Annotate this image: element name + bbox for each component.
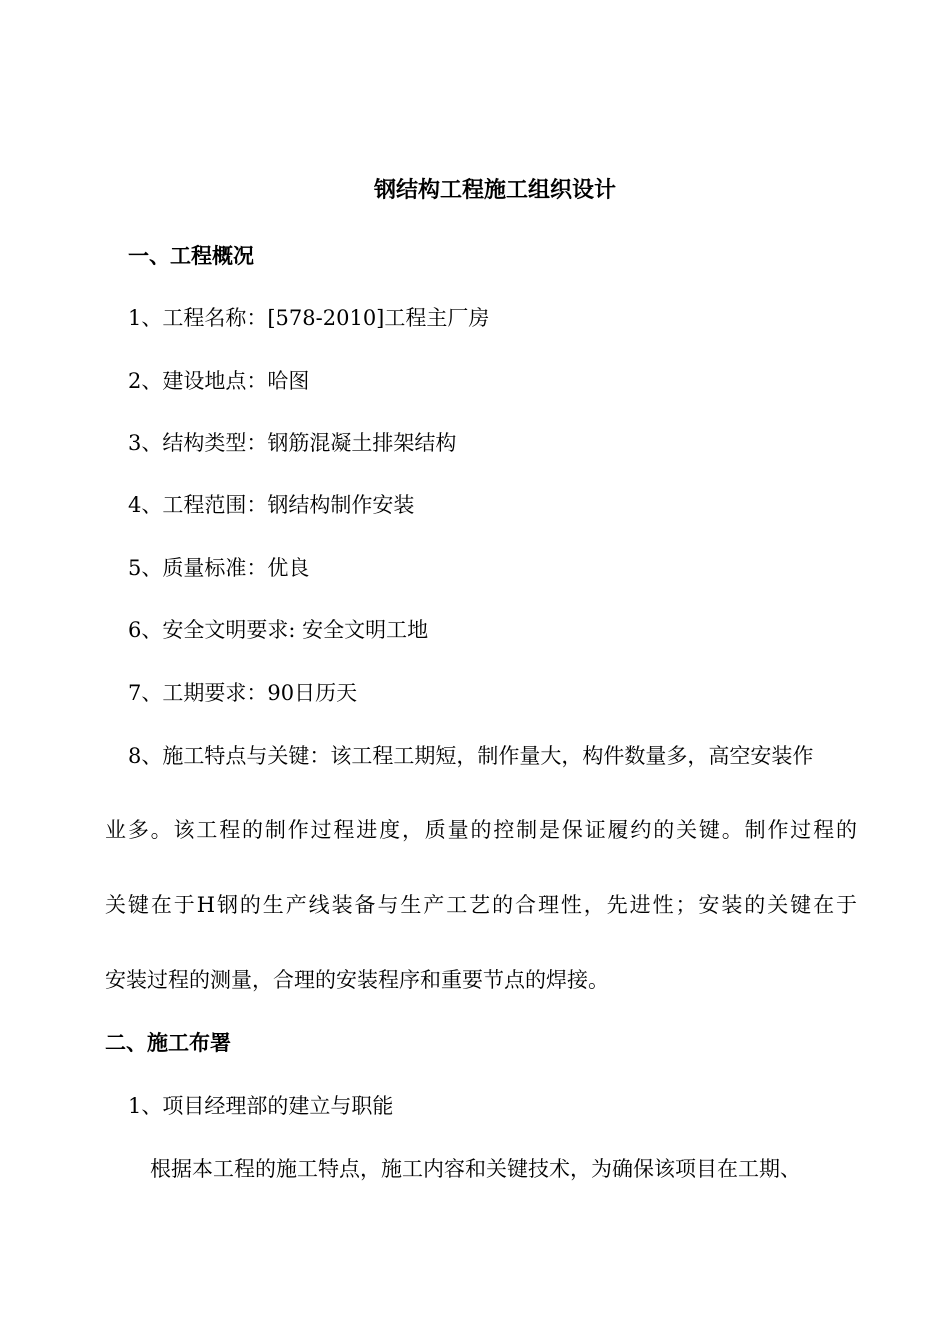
list-item: 7、工期要求：90日历天 <box>128 681 358 705</box>
paragraph-line: 业多。该工程的制作过程进度，质量的控制是保证履约的关键。制作过程的 <box>105 818 857 842</box>
list-item: 6、安全文明要求: 安全文明工地 <box>128 618 429 642</box>
section-heading-overview: 一、工程概况 <box>128 244 254 268</box>
list-item: 2、建设地点：哈图 <box>128 369 310 393</box>
list-item: 5、质量标准：优良 <box>128 556 310 580</box>
section-heading-deployment: 二、施工布署 <box>105 1031 231 1055</box>
paragraph-line: 8、施工特点与关键：该工程工期短，制作量大，构件数量多，高空安装作 <box>128 744 814 768</box>
paragraph-line: 根据本工程的施工特点，施工内容和关键技术，为确保该项目在工期、 <box>150 1157 801 1181</box>
document-title: 钢结构工程施工组织设计 <box>373 178 616 203</box>
list-item: 1、工程名称：[578-2010]工程主厂房 <box>128 306 490 330</box>
list-item: 3、结构类型：钢筋混凝土排架结构 <box>128 431 457 455</box>
paragraph-line: 安装过程的测量，合理的安装程序和重要节点的焊接。 <box>105 968 609 992</box>
subheading: 1、项目经理部的建立与职能 <box>128 1094 394 1118</box>
list-item: 4、工程范围：钢结构制作安装 <box>128 493 415 517</box>
paragraph-line: 关键在于H钢的生产线装备与生产工艺的合理性，先进性；安装的关键在于 <box>105 893 857 917</box>
